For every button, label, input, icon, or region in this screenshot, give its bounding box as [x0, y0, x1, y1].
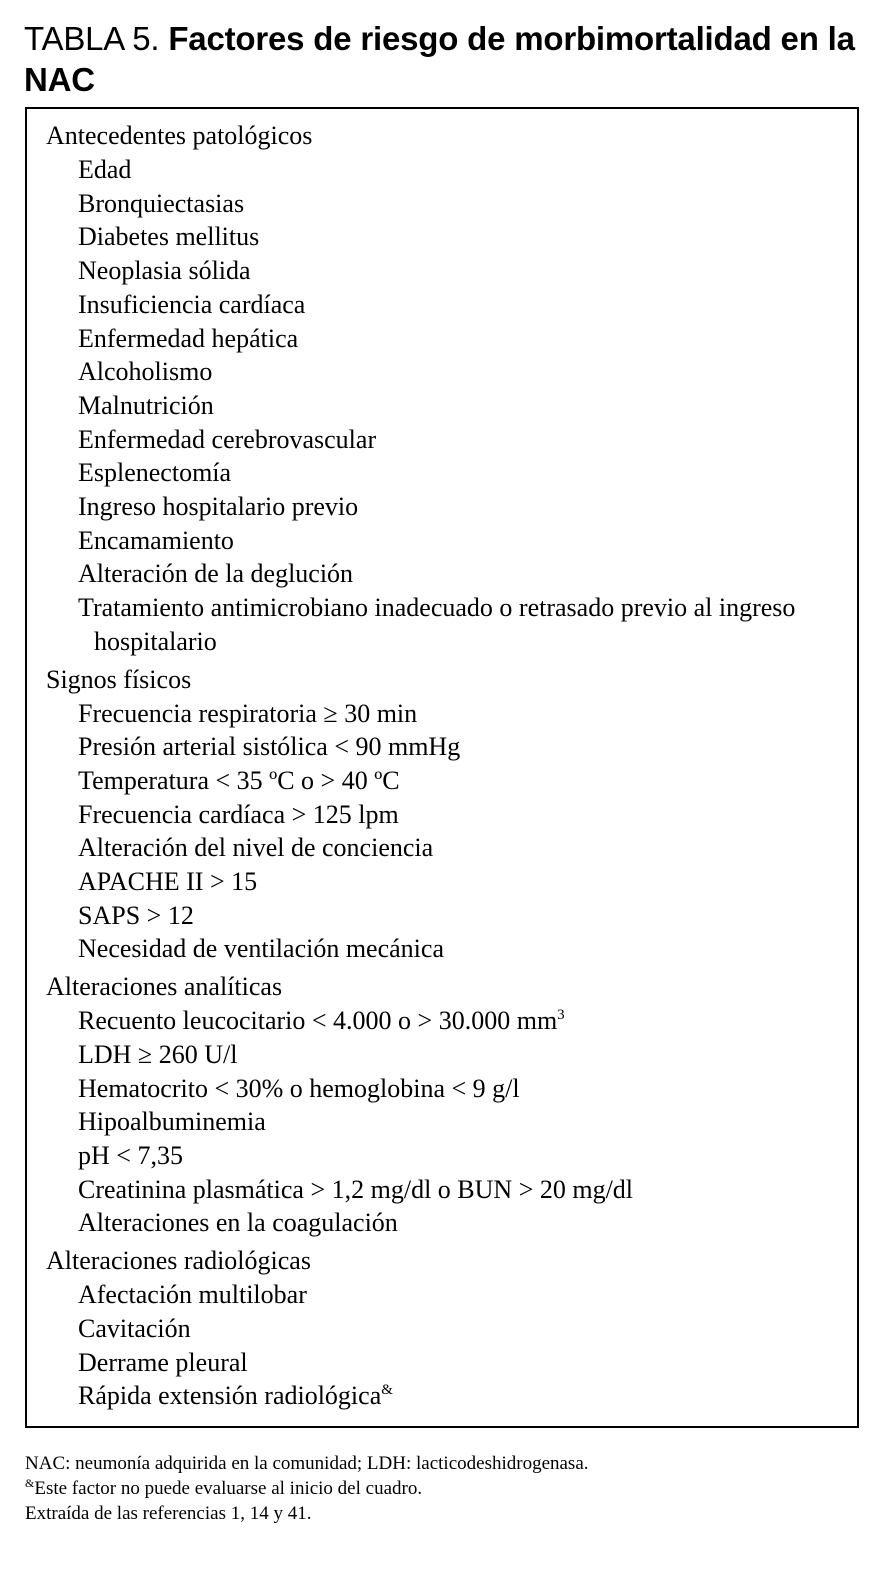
table-title: [24, 18, 874, 100]
table-section: [46, 970, 847, 1240]
risk-factor-item: [46, 557, 847, 591]
risk-factor-item: [46, 187, 847, 221]
footnote-note-mark: &: [25, 1476, 35, 1490]
risk-factor-item: [46, 1379, 847, 1413]
risk-factor-text: Insuficiencia cardíaca: [78, 289, 306, 319]
section-title: Signos físicos: [46, 664, 192, 694]
risk-factor-text: Enfermedad hepática: [78, 323, 299, 353]
risk-factor-text: Tratamiento antimicrobiano inadecuado o retrasado previo al ingreso hospitalario: [78, 593, 796, 656]
risk-factor-text: Rápida extensión radiológica: [78, 1381, 382, 1411]
footnote-note: [25, 1476, 865, 1501]
risk-factor-item: [46, 1278, 847, 1312]
table-content: [46, 119, 847, 1417]
risk-factor-text: Temperatura < 35 ºC o > 40 ºC: [78, 765, 400, 795]
risk-factor-item: [46, 490, 847, 524]
risk-factor-item: [46, 220, 847, 254]
risk-factor-text: Ingreso hospitalario previo: [78, 492, 359, 522]
risk-factor-text: Alteraciones en la coagulación: [78, 1208, 398, 1238]
risk-factor-item: [46, 153, 847, 187]
table-section: [46, 663, 847, 967]
risk-factor-item: [46, 288, 847, 322]
risk-factor-item: [46, 1139, 847, 1173]
section-title: Alteraciones radiológicas: [46, 1246, 311, 1276]
risk-factor-item: [46, 899, 847, 933]
risk-factor-item: [46, 355, 847, 389]
footnote-source: Extraída de las referencias 1, 14 y 41.: [25, 1503, 312, 1524]
risk-factor-item: [46, 764, 847, 798]
risk-factor-item: [46, 697, 847, 731]
risk-factor-item: [46, 524, 847, 558]
risk-factor-text: Necesidad de ventilación mecánica: [78, 934, 444, 964]
risk-factor-item: [46, 730, 847, 764]
risk-factor-text: LDH ≥ 260 U/l: [78, 1039, 238, 1069]
risk-factor-superscript: &: [381, 1382, 393, 1399]
section-title: Antecedentes patológicos: [46, 121, 313, 150]
risk-factor-text: Alteración de la deglución: [78, 559, 354, 589]
risk-factor-item: [46, 798, 847, 832]
section-title: Alteraciones analíticas: [46, 972, 283, 1002]
risk-factor-item: [46, 865, 847, 899]
footnote-note-text: Este factor no puede evaluarse al inicio del cuadro.: [34, 1478, 423, 1499]
risk-factor-superscript: 3: [557, 1007, 565, 1024]
risk-factor-item: [46, 1312, 847, 1346]
risk-factor-text: Enfermedad cerebrovascular: [78, 424, 377, 454]
risk-factor-text: Alcoholismo: [78, 357, 213, 387]
risk-factor-text: Creatinina plasmática > 1,2 mg/dl o BUN > 20 mg/dl: [78, 1174, 634, 1204]
risk-factor-text: Hipoalbuminemia: [78, 1107, 266, 1137]
risk-factor-text: Afectación multilobar: [78, 1280, 307, 1310]
risk-factor-text: Presión arterial sistólica < 90 mmHg: [78, 732, 461, 762]
risk-factor-item: [46, 1038, 847, 1072]
risk-factor-item: [46, 254, 847, 288]
risk-factor-item: [46, 1004, 847, 1038]
risk-factor-item: [46, 932, 847, 966]
risk-factor-text: Edad: [78, 155, 132, 184]
risk-factor-item: [46, 389, 847, 423]
risk-factor-text: Hematocrito < 30% o hemoglobina < 9 g/l: [78, 1073, 520, 1103]
risk-factor-text: SAPS > 12: [78, 900, 194, 930]
risk-factor-text: pH < 7,35: [78, 1140, 183, 1170]
risk-factor-text: Neoplasia sólida: [78, 256, 251, 286]
risk-factor-text: Frecuencia cardíaca > 125 lpm: [78, 799, 399, 829]
risk-factor-text: Malnutrición: [78, 390, 214, 420]
risk-factor-text: Esplenectomía: [78, 458, 232, 488]
risk-factors-table: [25, 107, 859, 1428]
risk-factor-text: Recuento leucocitario < 4.000 o > 30.000 mm: [78, 1006, 558, 1036]
table-section: [46, 119, 847, 659]
risk-factor-text: Bronquiectasias: [78, 188, 245, 218]
risk-factor-text: Encamamiento: [78, 525, 234, 555]
risk-factor-text: Alteración del nivel de conciencia: [78, 833, 434, 863]
table-section: [46, 1244, 847, 1413]
risk-factor-item: [46, 591, 847, 658]
risk-factor-item: [46, 1105, 847, 1139]
table-number: TABLA 5.: [24, 20, 160, 57]
risk-factor-item: [46, 423, 847, 457]
risk-factor-text: Derrame pleural: [78, 1347, 248, 1377]
table-heading: Factores de riesgo de morbimortalidad en la NAC: [24, 20, 855, 98]
risk-factor-item: [46, 1072, 847, 1106]
risk-factor-text: APACHE II > 15: [78, 867, 258, 897]
risk-factor-text: Frecuencia respiratoria ≥ 30 min: [78, 698, 418, 728]
table-footnotes: [25, 1451, 865, 1526]
risk-factor-item: [46, 1206, 847, 1240]
risk-factor-item: [46, 1173, 847, 1207]
risk-factor-item: [46, 456, 847, 490]
risk-factor-item: [46, 1346, 847, 1380]
risk-factor-item: [46, 322, 847, 356]
footnote-abbreviations: NAC: neumonía adquirida en la comunidad; LDH: lacticodeshidrogenasa.: [25, 1453, 589, 1474]
risk-factor-text: Diabetes mellitus: [78, 222, 260, 252]
risk-factor-text: Cavitación: [78, 1313, 191, 1343]
risk-factor-item: [46, 831, 847, 865]
